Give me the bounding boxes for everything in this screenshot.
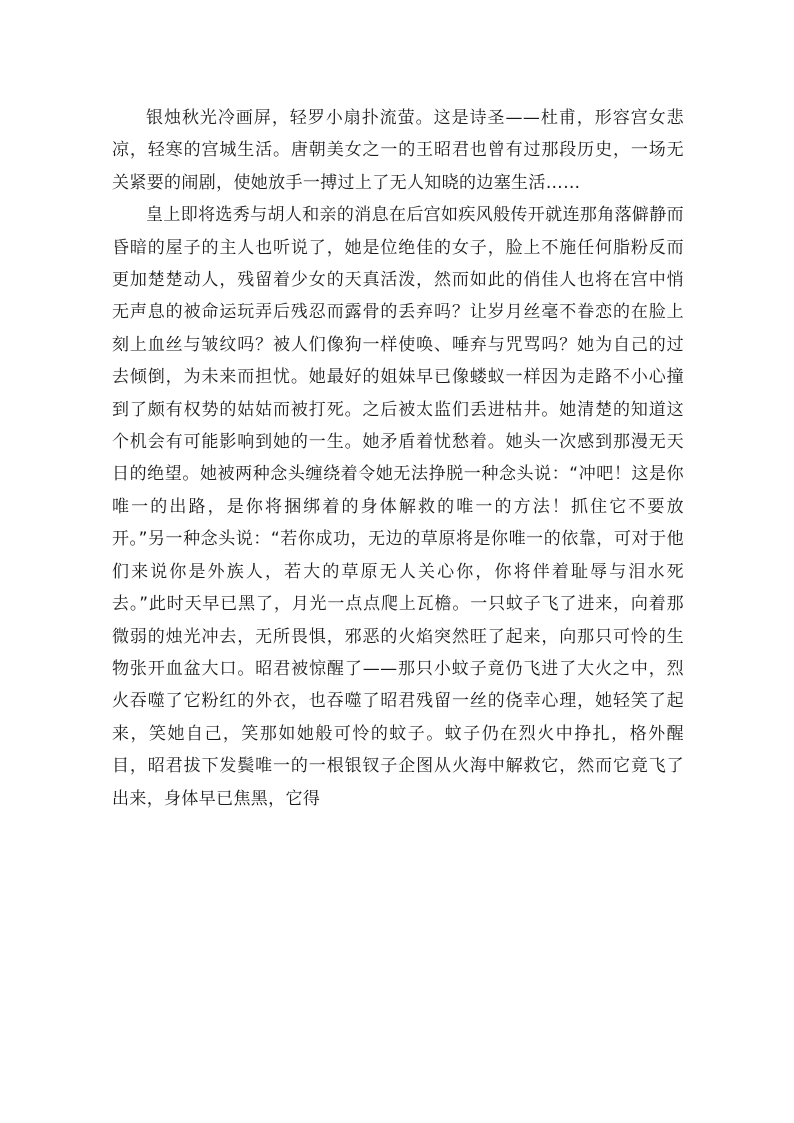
document-body bbox=[112, 102, 684, 815]
paragraph-intro: 银烛秋光冷画屏，轻罗小扇扑流萤。这是诗圣——杜甫，形容宫女悲凉，轻寒的宫城生活。唐朝美女之一的王昭君也曾有过那段历史，一场无关紧要的闹剧，使她放手一搏过上了无人知晓的边塞生活…… bbox=[112, 108, 684, 193]
paragraph-story: 皇上即将选秀与胡人和亲的消息在后宫如疾风般传开就连那角落僻静而昏暗的屋子的主人也听说了，她是位绝佳的女子，脸上不施任何脂粉反而更加楚楚动人，残留着少女的天真活泼，然而如此的俏佳人也将在宫中悄无声息的被命运玩弄后残忍而露骨的丢弃吗？让岁月丝毫不眷恋的在脸上刻上血丝与皱纹吗？被人们像狗一样使唤、唾弃与咒骂吗？她为自己的过去倾倒，为未来而担忧。她最好的姐妹早已像蝼蚁一样因为走路不小心撞到了颇有权势的姑姑而被打死。之后被太监们丢进枯井。她清楚的知道这个机会有可能影响到她的一生。她矛盾着忧愁着。她头一次感到那漫无天日的绝望。她被两种念头缠绕着令她无法挣脱一种念头说：“冲吧！这是你唯一的出路，是你将捆绑着的身体解救的唯一的方法！抓住它不要放开。”另一种念头说：“若你成功，无边的草原将是你唯一的依靠，可对于他们来说你是外族人，若大的草原无人关心你，你将伴着耻辱与泪水死去。”此时天早已黑了，月光一点点爬上瓦檐。一只蚊子飞了进来，向着那微弱的烛光冲去，无所畏惧，邪恶的火焰突然旺了起来，向那只可怜的生物张开血盆大口。昭君被惊醒了——那只小蚊子竟仍飞进了大火之中，烈火吞噬了它粉红的外衣，也吞噬了昭君残留一丝的侥幸心理，她轻笑了起来，笑她自己，笑那如她般可怜的蚊子。蚊子仍在烈火中挣扎，格外醒目，昭君拔下发鬓唯一的一根银钗子企图从火海中解救它，然而它竟飞了出来，身体早已焦黑，它得 bbox=[112, 205, 684, 809]
